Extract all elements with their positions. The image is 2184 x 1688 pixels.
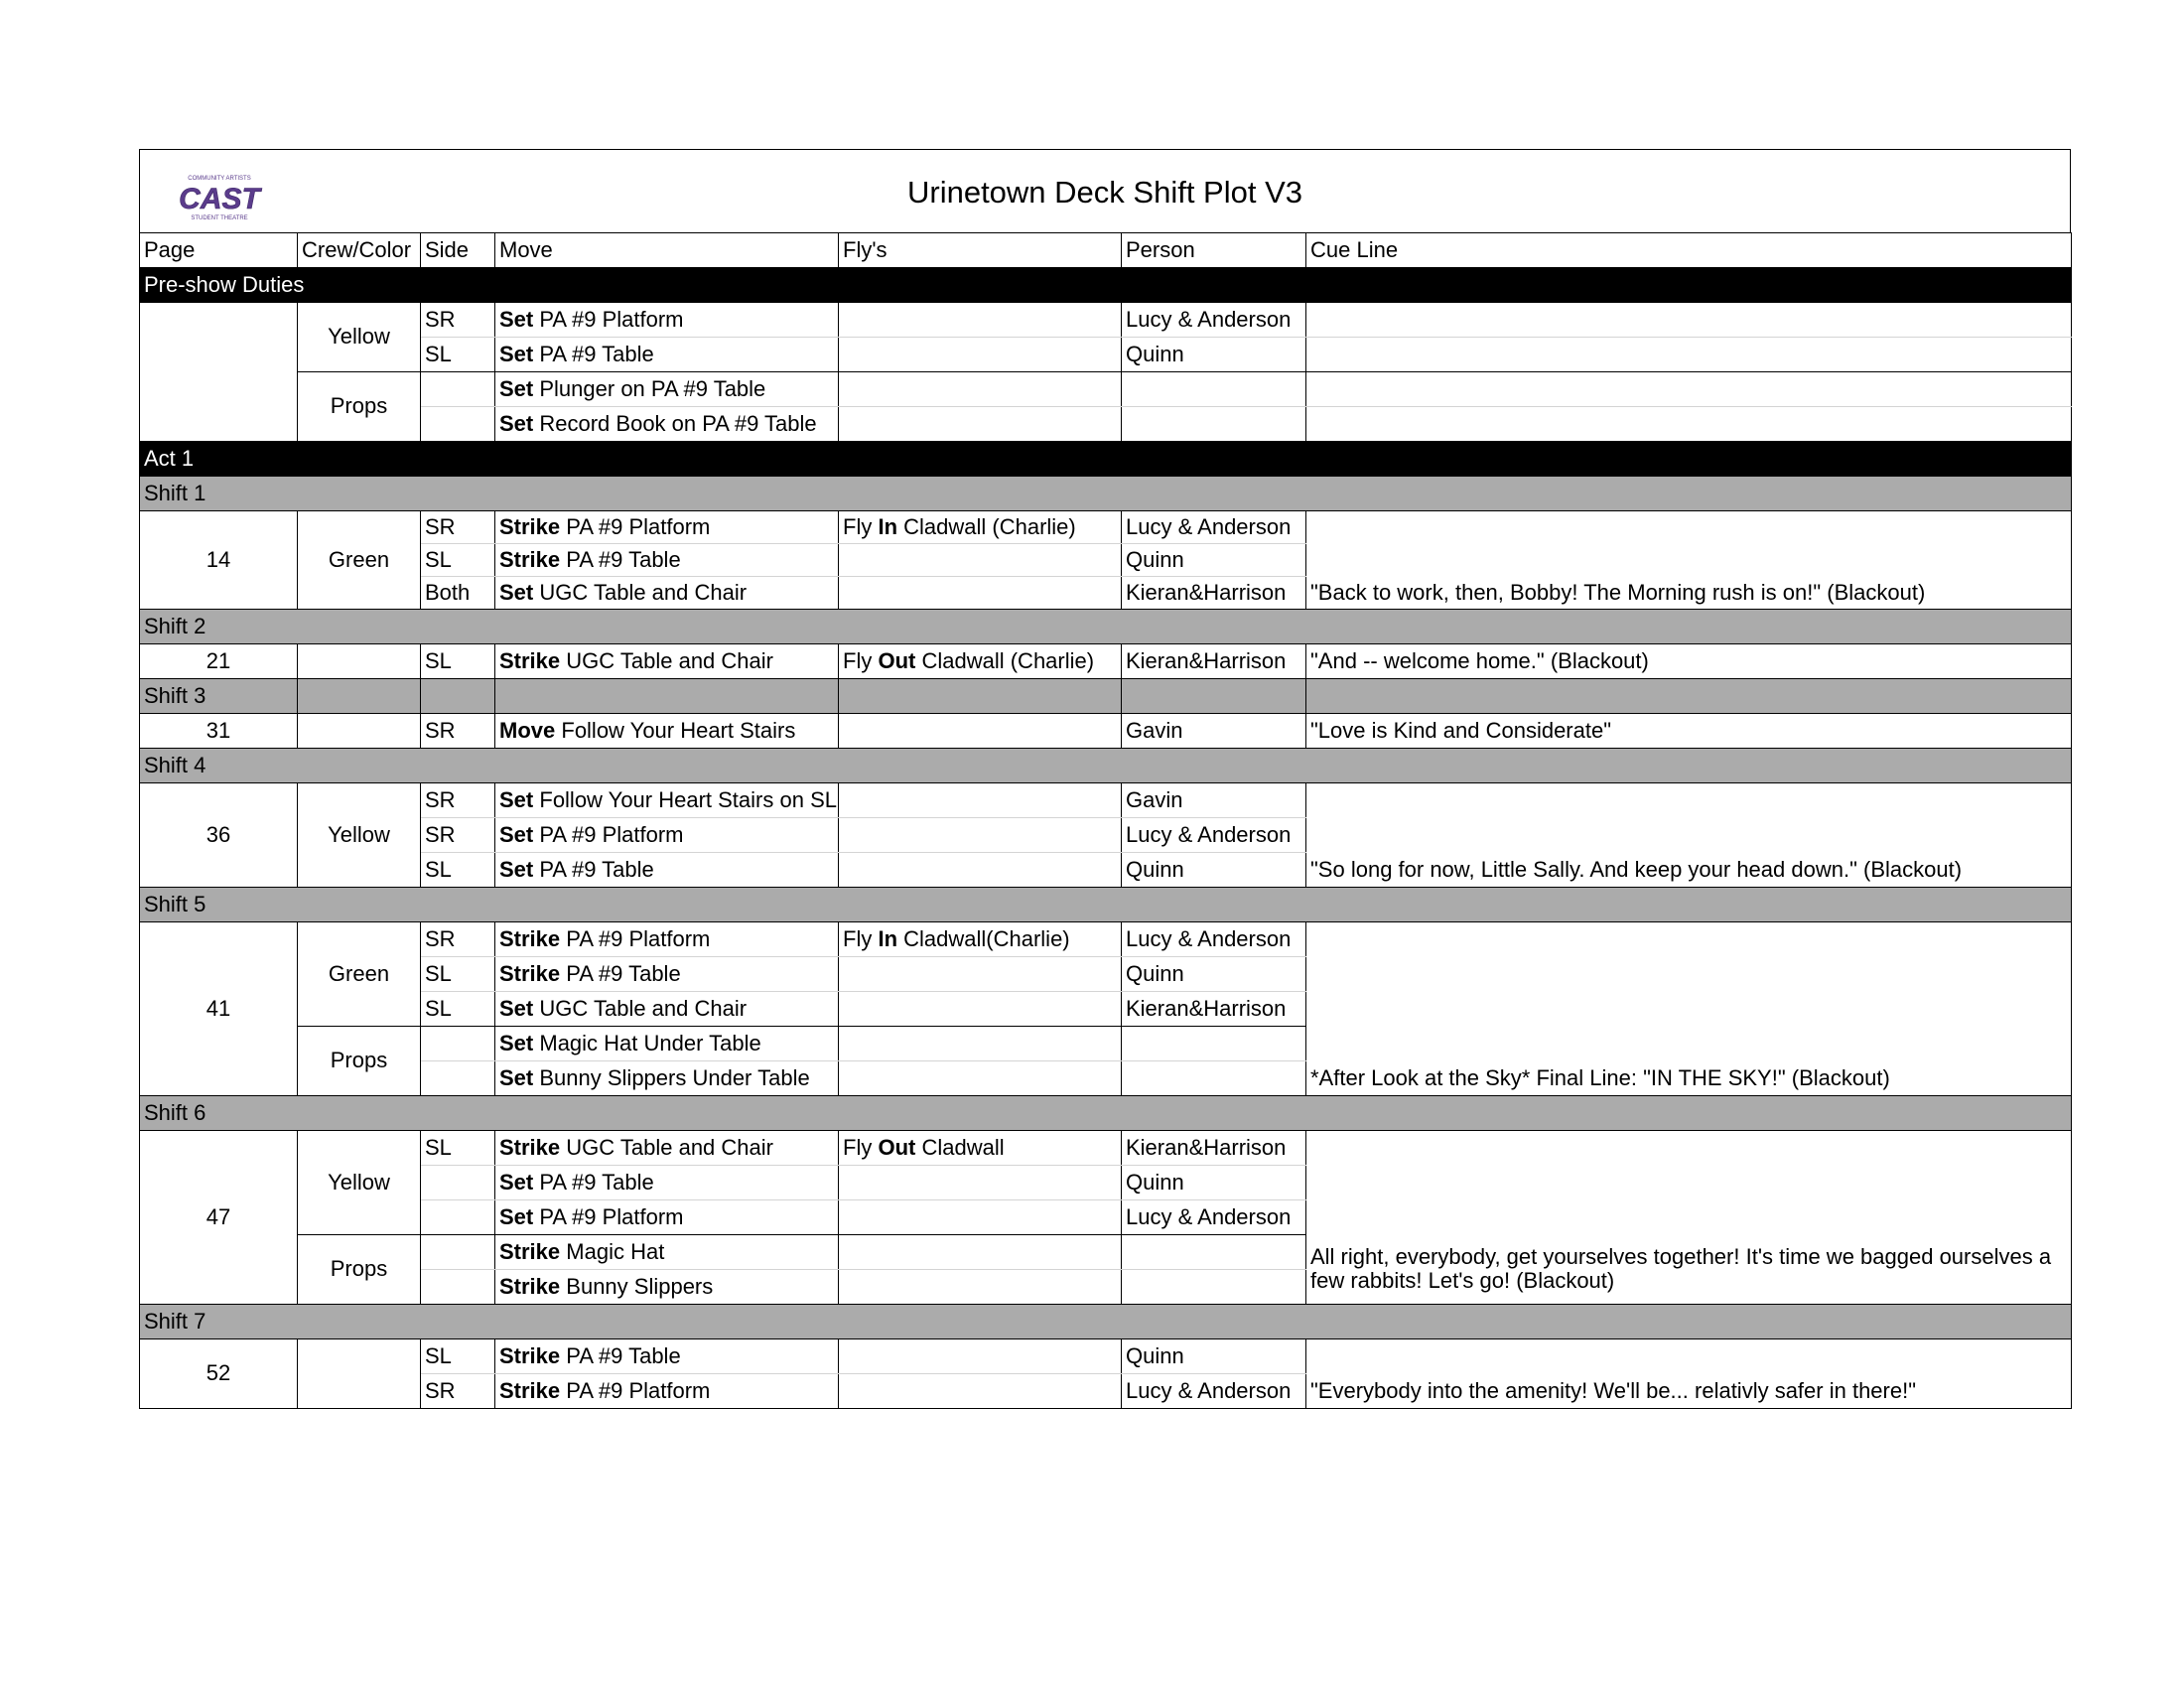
move-cell <box>495 783 839 818</box>
fly-direction: In <box>878 925 898 951</box>
fly-word: Fly <box>843 513 873 539</box>
header-page: Page <box>140 233 298 268</box>
person-cell: Kieran&Harrison <box>1122 992 1306 1027</box>
shift-cell <box>1122 679 1306 714</box>
crew-cell: Green <box>298 922 421 1027</box>
fly-cell <box>839 544 1122 577</box>
action-word: Strike <box>499 1238 561 1264</box>
table-row <box>140 714 2072 749</box>
move-cell <box>495 1374 839 1409</box>
page-cell <box>140 303 298 442</box>
action-word: Set <box>499 1203 534 1229</box>
side-cell: SR <box>421 511 495 544</box>
action-word: Strike <box>499 513 561 539</box>
move-text: Magic Hat <box>566 1238 665 1264</box>
fly-text: Cladwall (Charlie) <box>921 647 1095 673</box>
side-cell: Both <box>421 577 495 610</box>
cue-cell <box>1306 303 2072 338</box>
person-cell: Quinn <box>1122 957 1306 992</box>
table-row <box>140 577 2072 610</box>
move-cell <box>495 853 839 888</box>
fly-cell <box>839 338 1122 372</box>
action-word: Set <box>499 856 534 882</box>
table-row <box>140 957 2072 992</box>
fly-cell <box>839 957 1122 992</box>
side-cell <box>421 372 495 407</box>
move-text: PA #9 Table <box>566 1342 681 1368</box>
page-cell: 52 <box>140 1339 298 1409</box>
person-cell: Lucy & Anderson <box>1122 1374 1306 1409</box>
shift-header-row <box>140 888 2072 922</box>
person-cell: Kieran&Harrison <box>1122 1131 1306 1166</box>
cue-cell <box>1306 511 2072 544</box>
header-row <box>140 233 2072 268</box>
fly-word: Fly <box>843 1134 873 1160</box>
shift-label: Shift 7 <box>140 1305 2072 1339</box>
person-cell: Quinn <box>1122 853 1306 888</box>
cue-cell <box>1306 338 2072 372</box>
side-cell: SL <box>421 957 495 992</box>
side-cell <box>421 1166 495 1200</box>
move-cell <box>495 338 839 372</box>
table-row <box>140 1027 2072 1061</box>
fly-direction: In <box>878 513 898 539</box>
move-cell <box>495 644 839 679</box>
table-row <box>140 303 2072 338</box>
svg-text:CAST: CAST <box>179 183 260 215</box>
fly-cell <box>839 1235 1122 1270</box>
fly-cell <box>839 303 1122 338</box>
move-text: Follow Your Heart Stairs on SL <box>539 786 837 812</box>
page-cell: 47 <box>140 1131 298 1305</box>
move-cell <box>495 818 839 853</box>
table-row <box>140 818 2072 853</box>
move-text: Magic Hat Under Table <box>539 1030 761 1055</box>
side-cell: SR <box>421 303 495 338</box>
action-word: Set <box>499 786 534 812</box>
shift-header-row <box>140 679 2072 714</box>
crew-cell <box>298 644 421 679</box>
person-cell: Gavin <box>1122 783 1306 818</box>
table-row <box>140 1374 2072 1409</box>
cue-cell <box>1306 1200 2072 1235</box>
side-cell: SR <box>421 1374 495 1409</box>
crew-cell: Props <box>298 1235 421 1305</box>
fly-cell <box>839 818 1122 853</box>
person-cell <box>1122 1027 1306 1061</box>
cue-cell <box>1306 372 2072 407</box>
table-row <box>140 1131 2072 1166</box>
fly-cell <box>839 783 1122 818</box>
cue-cell <box>1306 1166 2072 1200</box>
svg-text:COMMUNITY ARTISTS: COMMUNITY ARTISTS <box>188 176 251 182</box>
fly-cell <box>839 407 1122 442</box>
fly-cell <box>839 1339 1122 1374</box>
cue-cell: "Love is Kind and Considerate" <box>1306 714 2072 749</box>
move-cell <box>495 303 839 338</box>
crew-cell: Yellow <box>298 303 421 372</box>
action-word: Set <box>499 1169 534 1195</box>
shift-cell <box>495 679 839 714</box>
page-cell: 21 <box>140 644 298 679</box>
title-row <box>139 149 2071 232</box>
side-cell: SR <box>421 818 495 853</box>
side-cell <box>421 1235 495 1270</box>
fly-cell <box>839 1166 1122 1200</box>
action-word: Set <box>499 375 534 401</box>
side-cell: SL <box>421 1131 495 1166</box>
fly-cell <box>839 992 1122 1027</box>
table-row <box>140 407 2072 442</box>
person-cell: Lucy & Anderson <box>1122 511 1306 544</box>
move-cell <box>495 372 839 407</box>
fly-cell <box>839 922 1122 957</box>
move-text: PA #9 Platform <box>566 925 711 951</box>
shift-header-row <box>140 749 2072 783</box>
action-word: Set <box>499 1064 534 1090</box>
section-label: Pre-show Duties <box>140 268 2072 303</box>
fly-cell <box>839 1027 1122 1061</box>
side-cell: SL <box>421 338 495 372</box>
table-row <box>140 853 2072 888</box>
fly-text: Cladwall (Charlie) <box>903 513 1076 539</box>
action-word: Move <box>499 717 556 743</box>
move-cell <box>495 577 839 610</box>
shift-label: Shift 2 <box>140 610 2072 644</box>
cue-cell <box>1306 1027 2072 1061</box>
table-row <box>140 511 2072 544</box>
cue-cell <box>1306 992 2072 1027</box>
move-text: Record Book on PA #9 Table <box>539 410 817 436</box>
side-cell: SR <box>421 783 495 818</box>
table-row <box>140 922 2072 957</box>
side-cell: SL <box>421 853 495 888</box>
person-cell <box>1122 372 1306 407</box>
move-cell <box>495 1131 839 1166</box>
fly-cell <box>839 714 1122 749</box>
shift-plot-sheet <box>139 149 2071 1409</box>
person-cell <box>1122 407 1306 442</box>
move-text: UGC Table and Chair <box>539 995 748 1021</box>
table-row <box>140 992 2072 1027</box>
shift-cell <box>1306 679 2072 714</box>
crew-cell: Green <box>298 511 421 610</box>
svg-text:STUDENT THEATRE: STUDENT THEATRE <box>191 215 248 221</box>
shift-label: Shift 6 <box>140 1096 2072 1131</box>
crew-cell: Yellow <box>298 1131 421 1235</box>
shift-label: Shift 5 <box>140 888 2072 922</box>
person-cell: Quinn <box>1122 1166 1306 1200</box>
table-row <box>140 1200 2072 1235</box>
action-word: Strike <box>499 960 561 986</box>
person-cell: Gavin <box>1122 714 1306 749</box>
person-cell <box>1122 1061 1306 1096</box>
cue-cell: *After Look at the Sky* Final Line: "IN THE SKY!" (Blackout) <box>1306 1061 2072 1096</box>
shift-header-row <box>140 1305 2072 1339</box>
move-text: PA #9 Platform <box>539 1203 684 1229</box>
fly-cell <box>839 577 1122 610</box>
fly-word: Fly <box>843 647 873 673</box>
action-word: Strike <box>499 1273 561 1299</box>
action-word: Set <box>499 821 534 847</box>
side-cell: SR <box>421 922 495 957</box>
cue-cell <box>1306 544 2072 577</box>
move-cell <box>495 922 839 957</box>
header-flys: Fly's <box>839 233 1122 268</box>
fly-cell <box>839 1374 1122 1409</box>
cue-cell: "So long for now, Little Sally. And keep your head down." (Blackout) <box>1306 853 2072 888</box>
page-cell: 36 <box>140 783 298 888</box>
crew-cell <box>298 714 421 749</box>
move-cell <box>495 1235 839 1270</box>
move-cell <box>495 957 839 992</box>
section-row <box>140 268 2072 303</box>
move-cell <box>495 1061 839 1096</box>
cue-cell <box>1306 1131 2072 1166</box>
cue-cell <box>1306 1339 2072 1374</box>
fly-text: Cladwall(Charlie) <box>903 925 1070 951</box>
move-cell <box>495 1027 839 1061</box>
cue-cell <box>1306 922 2072 957</box>
page-title: Urinetown Deck Shift Plot V3 <box>906 175 1302 210</box>
move-text: PA #9 Platform <box>566 513 711 539</box>
action-word: Strike <box>499 1377 561 1403</box>
action-word: Set <box>499 306 534 332</box>
shift-table <box>139 232 2072 1409</box>
side-cell: SL <box>421 1339 495 1374</box>
person-cell: Lucy & Anderson <box>1122 303 1306 338</box>
action-word: Set <box>499 410 534 436</box>
person-cell: Quinn <box>1122 338 1306 372</box>
fly-text: Cladwall <box>921 1134 1005 1160</box>
action-word: Strike <box>499 1342 561 1368</box>
side-cell: SL <box>421 644 495 679</box>
table-row <box>140 338 2072 372</box>
shift-cell <box>839 679 1122 714</box>
header-move: Move <box>495 233 839 268</box>
cue-cell: "Back to work, then, Bobby! The Morning rush is on!" (Blackout) <box>1306 577 2072 610</box>
shift-cell <box>298 679 421 714</box>
action-word: Set <box>499 1030 534 1055</box>
shift-header-row <box>140 477 2072 511</box>
person-cell: Kieran&Harrison <box>1122 644 1306 679</box>
person-cell: Lucy & Anderson <box>1122 1200 1306 1235</box>
side-cell: SL <box>421 992 495 1027</box>
cue-cell <box>1306 818 2072 853</box>
move-cell <box>495 511 839 544</box>
header-side: Side <box>421 233 495 268</box>
cue-cell: All right, everybody, get yourselves together! It's time we bagged ourselves a few rabbits! Let's go! (Blackout) <box>1306 1235 2072 1305</box>
table-row <box>140 1235 2072 1270</box>
fly-cell <box>839 1061 1122 1096</box>
fly-cell <box>839 1270 1122 1305</box>
person-cell: Quinn <box>1122 544 1306 577</box>
move-text: PA #9 Table <box>566 546 681 572</box>
move-cell <box>495 1200 839 1235</box>
move-text: PA #9 Platform <box>539 306 684 332</box>
action-word: Strike <box>499 546 561 572</box>
crew-cell: Props <box>298 1027 421 1096</box>
move-text: UGC Table and Chair <box>566 647 773 673</box>
action-word: Strike <box>499 647 561 673</box>
fly-cell <box>839 1200 1122 1235</box>
move-text: PA #9 Platform <box>539 821 684 847</box>
move-text: PA #9 Table <box>539 1169 654 1195</box>
section-row <box>140 442 2072 477</box>
side-cell: SR <box>421 714 495 749</box>
section-label: Act 1 <box>140 442 2072 477</box>
person-cell: Lucy & Anderson <box>1122 818 1306 853</box>
page-cell: 14 <box>140 511 298 610</box>
side-cell <box>421 1027 495 1061</box>
shift-label: Shift 3 <box>140 679 298 714</box>
crew-cell <box>298 1339 421 1409</box>
person-cell <box>1122 1270 1306 1305</box>
side-cell <box>421 1270 495 1305</box>
move-text: Bunny Slippers <box>566 1273 714 1299</box>
cue-cell <box>1306 957 2072 992</box>
person-cell: Lucy & Anderson <box>1122 922 1306 957</box>
move-text: UGC Table and Chair <box>566 1134 773 1160</box>
side-cell <box>421 1200 495 1235</box>
shift-header-row <box>140 1096 2072 1131</box>
table-row <box>140 1339 2072 1374</box>
crew-cell: Yellow <box>298 783 421 888</box>
header-person: Person <box>1122 233 1306 268</box>
shift-cell <box>421 679 495 714</box>
fly-cell <box>839 853 1122 888</box>
move-cell <box>495 992 839 1027</box>
move-text: Plunger on PA #9 Table <box>539 375 766 401</box>
move-cell <box>495 407 839 442</box>
cue-cell: "And -- welcome home." (Blackout) <box>1306 644 2072 679</box>
table-row <box>140 1061 2072 1096</box>
fly-direction: Out <box>878 1134 916 1160</box>
shift-header-row <box>140 610 2072 644</box>
move-cell <box>495 1166 839 1200</box>
header-cue: Cue Line <box>1306 233 2072 268</box>
shift-label: Shift 4 <box>140 749 2072 783</box>
action-word: Strike <box>499 1134 561 1160</box>
action-word: Set <box>499 579 534 605</box>
move-text: PA #9 Table <box>539 341 654 366</box>
cue-cell: "Everybody into the amenity! We'll be... relativly safer in there!" <box>1306 1374 2072 1409</box>
table-row <box>140 372 2072 407</box>
page-cell: 31 <box>140 714 298 749</box>
action-word: Set <box>499 341 534 366</box>
page-cell: 41 <box>140 922 298 1096</box>
move-text: PA #9 Platform <box>566 1377 711 1403</box>
fly-cell <box>839 644 1122 679</box>
action-word: Strike <box>499 925 561 951</box>
move-cell <box>495 1270 839 1305</box>
cue-cell <box>1306 783 2072 818</box>
move-text: Follow Your Heart Stairs <box>561 717 796 743</box>
table-row <box>140 1166 2072 1200</box>
table-row <box>140 783 2072 818</box>
person-cell <box>1122 1235 1306 1270</box>
action-word: Set <box>499 995 534 1021</box>
move-text: PA #9 Table <box>539 856 654 882</box>
move-cell <box>495 1339 839 1374</box>
move-text: PA #9 Table <box>566 960 681 986</box>
move-text: Bunny Slippers Under Table <box>539 1064 810 1090</box>
fly-cell <box>839 511 1122 544</box>
fly-cell <box>839 1131 1122 1166</box>
crew-cell: Props <box>298 372 421 442</box>
header-crew: Crew/Color <box>298 233 421 268</box>
side-cell <box>421 407 495 442</box>
fly-cell <box>839 372 1122 407</box>
table-row <box>140 644 2072 679</box>
move-cell <box>495 544 839 577</box>
fly-word: Fly <box>843 925 873 951</box>
side-cell <box>421 1061 495 1096</box>
move-text: UGC Table and Chair <box>539 579 748 605</box>
table-row <box>140 544 2072 577</box>
fly-direction: Out <box>878 647 916 673</box>
side-cell: SL <box>421 544 495 577</box>
person-cell: Quinn <box>1122 1339 1306 1374</box>
move-cell <box>495 714 839 749</box>
cue-cell <box>1306 407 2072 442</box>
person-cell: Kieran&Harrison <box>1122 577 1306 610</box>
shift-label: Shift 1 <box>140 477 2072 511</box>
